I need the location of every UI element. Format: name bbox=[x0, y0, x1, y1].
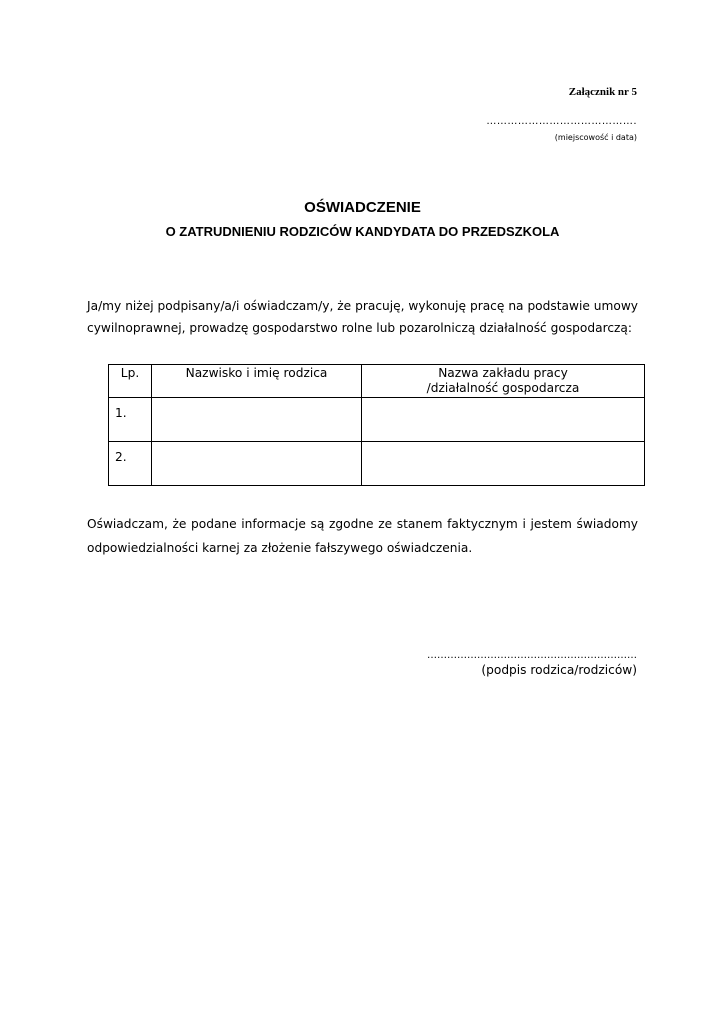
row-employer-field[interactable] bbox=[362, 398, 645, 442]
header-employer bbox=[362, 365, 645, 398]
row-parent-name-field[interactable] bbox=[152, 398, 362, 442]
signature-label: (podpis rodzica/rodziców) bbox=[481, 663, 637, 677]
header-parent-name: Nazwisko i imię rodzica bbox=[152, 365, 362, 398]
signature-line: ……………………………………………………… bbox=[427, 650, 637, 661]
row-parent-name-field[interactable] bbox=[152, 442, 362, 486]
place-date-line: ……………………………………. bbox=[486, 116, 637, 127]
declaration-paragraph: Oświadczam, że podane informacje są zgodne ze stanem faktycznym i jestem świadomy odpowiedzialności karnej za złożenie fałszywego oświadczenia. bbox=[87, 517, 638, 555]
attachment-number: Załącznik nr 5 bbox=[568, 86, 637, 98]
header-employer-line1: Nazwa zakładu pracy bbox=[438, 366, 568, 380]
document-subtitle: O ZATRUDNIENIU RODZICÓW KANDYDATA DO PRZEDSZKOLA bbox=[165, 224, 560, 239]
header-employer-line2: /działalność gospodarcza bbox=[426, 381, 580, 395]
row-lp: 1. bbox=[109, 398, 152, 442]
row-lp: 2. bbox=[109, 442, 152, 486]
place-date-label: (miejscowość i data) bbox=[554, 133, 637, 142]
intro-paragraph: Ja/my niżej podpisany/a/i oświadczam/y, że pracuję, wykonuję pracę na podstawie umowy cywilnoprawnej, prowadzę gospodarstwo rolne lub pozarolniczą działalność gospodarczą: bbox=[87, 299, 638, 335]
header-lp: Lp. bbox=[109, 365, 152, 398]
table-header-row bbox=[109, 365, 645, 398]
row-employer-field[interactable] bbox=[362, 442, 645, 486]
parents-employment-table bbox=[108, 364, 645, 486]
table-row bbox=[109, 398, 645, 442]
table-row bbox=[109, 442, 645, 486]
document-title: OŚWIADCZENIE bbox=[304, 199, 421, 216]
